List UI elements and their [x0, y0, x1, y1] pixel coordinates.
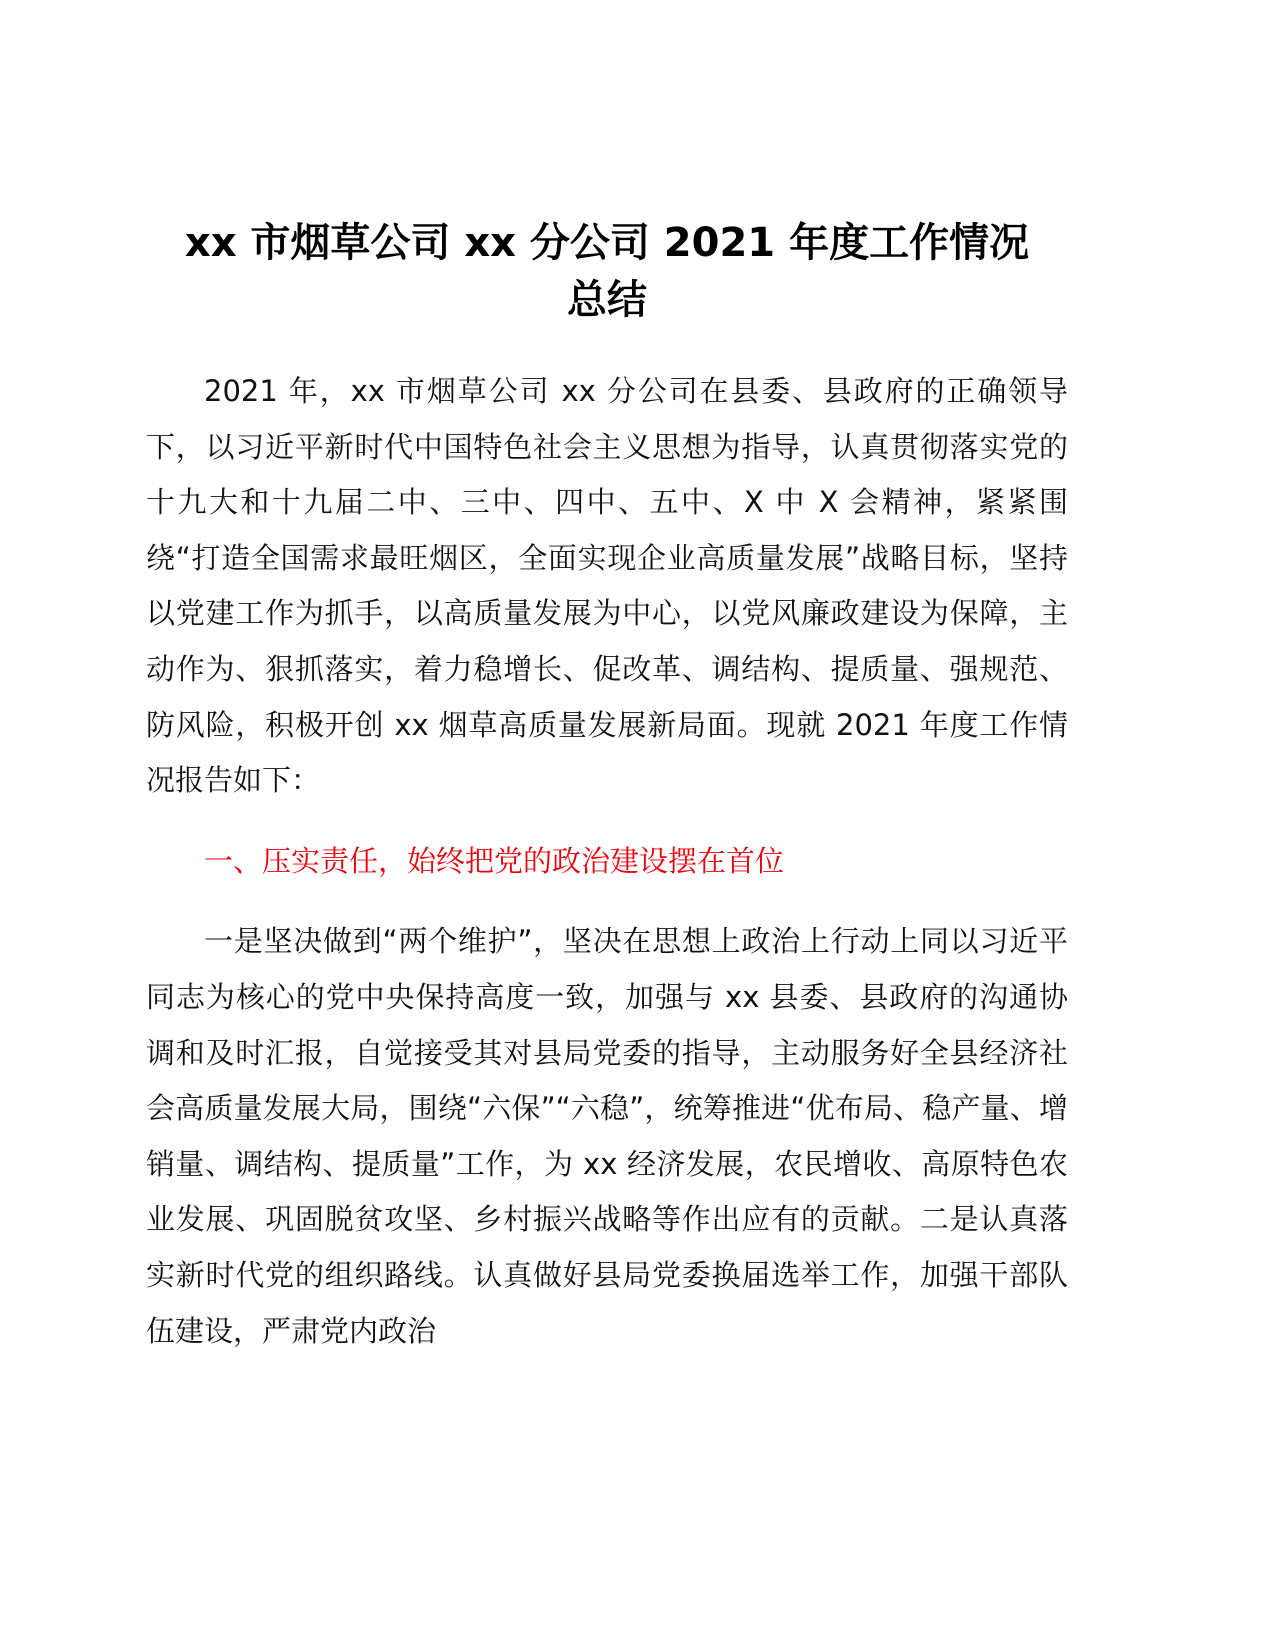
document-page	[146, 215, 1068, 1359]
title-line-2: 总结	[567, 277, 647, 323]
section-1-heading: 一、压实责任，始终把党的政治建设摆在首位	[204, 843, 785, 878]
title-line-1: xx 市烟草公司 xx 分公司 2021 年度工作情况	[184, 220, 1030, 266]
section-1-paragraph: 一是坚决做到“两个维护”，坚决在思想上政治上行动上同以习近平同志为核心的党中央保持高度一致，加强与 xx 县委、县政府的沟通协调和及时汇报，自觉接受其对县局党委的指导，主动服务好全县经济社会高质量发展大局，围绕“六保”“六稳”，统筹推进“优布局、稳产量、增销量、调结构、提质量”工作，为 xx 经济发展，农民增收、高原特色农业发展、巩固脱贫攻坚、乡村振兴战略等作出应有的贡献。二是认真落实新时代党的组织路线。认真做好县局党委换届选举工作，加强干部队伍建设，严肃党内政治	[146, 924, 1068, 1348]
document-title	[146, 215, 1068, 329]
intro-paragraph: 2021 年，xx 市烟草公司 xx 分公司在县委、县政府的正确领导下，以习近平新时代中国特色社会主义思想为指导，认真贯彻落实党的十九大和十九届二中、三中、四中、五中、X 中 X 会精神，紧紧围绕“打造全国需求最旺烟区，全面实现企业高质量发展”战略目标，坚持以党建工作为抓手，以高质量发展为中心，以党风廉政建设为保障，主动作为、狠抓落实，着力稳增长、促改革、调结构、提质量、强规范、防风险，积极开创 xx 烟草高质量发展新局面。现就 2021 年度工作情况报告如下：	[146, 374, 1068, 798]
